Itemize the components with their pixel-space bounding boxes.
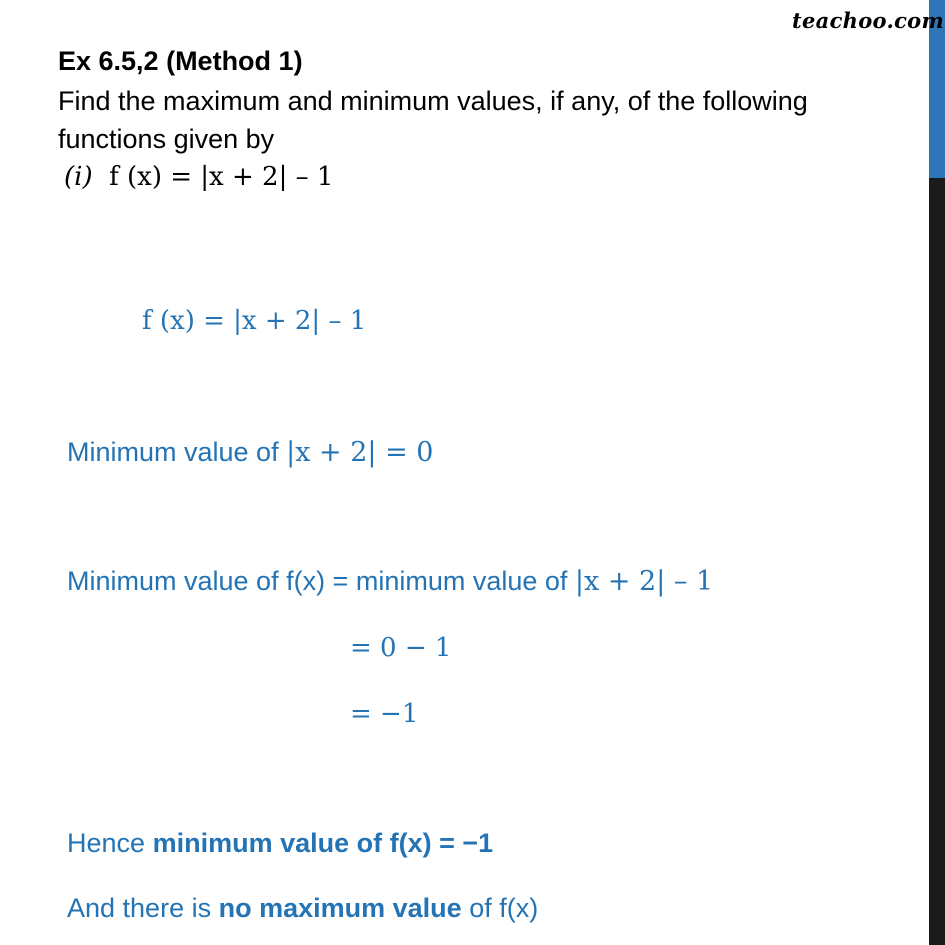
part-function: f (x) = |x + 2| – 1 [109,162,334,192]
conclusion-minimum [67,828,493,859]
final-prefix: And there is [67,893,212,923]
final-suffix: of f(x) [469,893,539,923]
teachoo-logo: teachoo.com [792,8,944,33]
step-minimum-f [67,566,713,597]
step-result: = −1 [350,699,419,729]
final-bold: no maximum value [218,893,462,923]
step1-math: |x + 2| = 0 [286,437,434,468]
question-heading: Ex 6.5,2 (Method 1) [58,46,303,76]
step-substitute: = 0 − 1 [350,633,452,663]
step1-label: Minimum value of [67,437,279,467]
question-line-1: Find the maximum and minimum values, if any, of the following [58,86,808,116]
question-line-2: functions given by [58,124,275,154]
conclusion-bold: minimum value of f(x) = −1 [152,828,494,858]
step-minimum-abs [67,437,433,468]
step2-math: |x + 2| – 1 [574,566,714,597]
question-part-i [64,162,333,192]
conclusion-prefix: Hence [67,828,146,858]
step2-label: Minimum value of f(x) = minimum value of [67,566,568,596]
given-function: f (x) = |x + 2| – 1 [142,306,367,336]
part-label: (i) [64,162,93,192]
conclusion-maximum [67,893,538,924]
